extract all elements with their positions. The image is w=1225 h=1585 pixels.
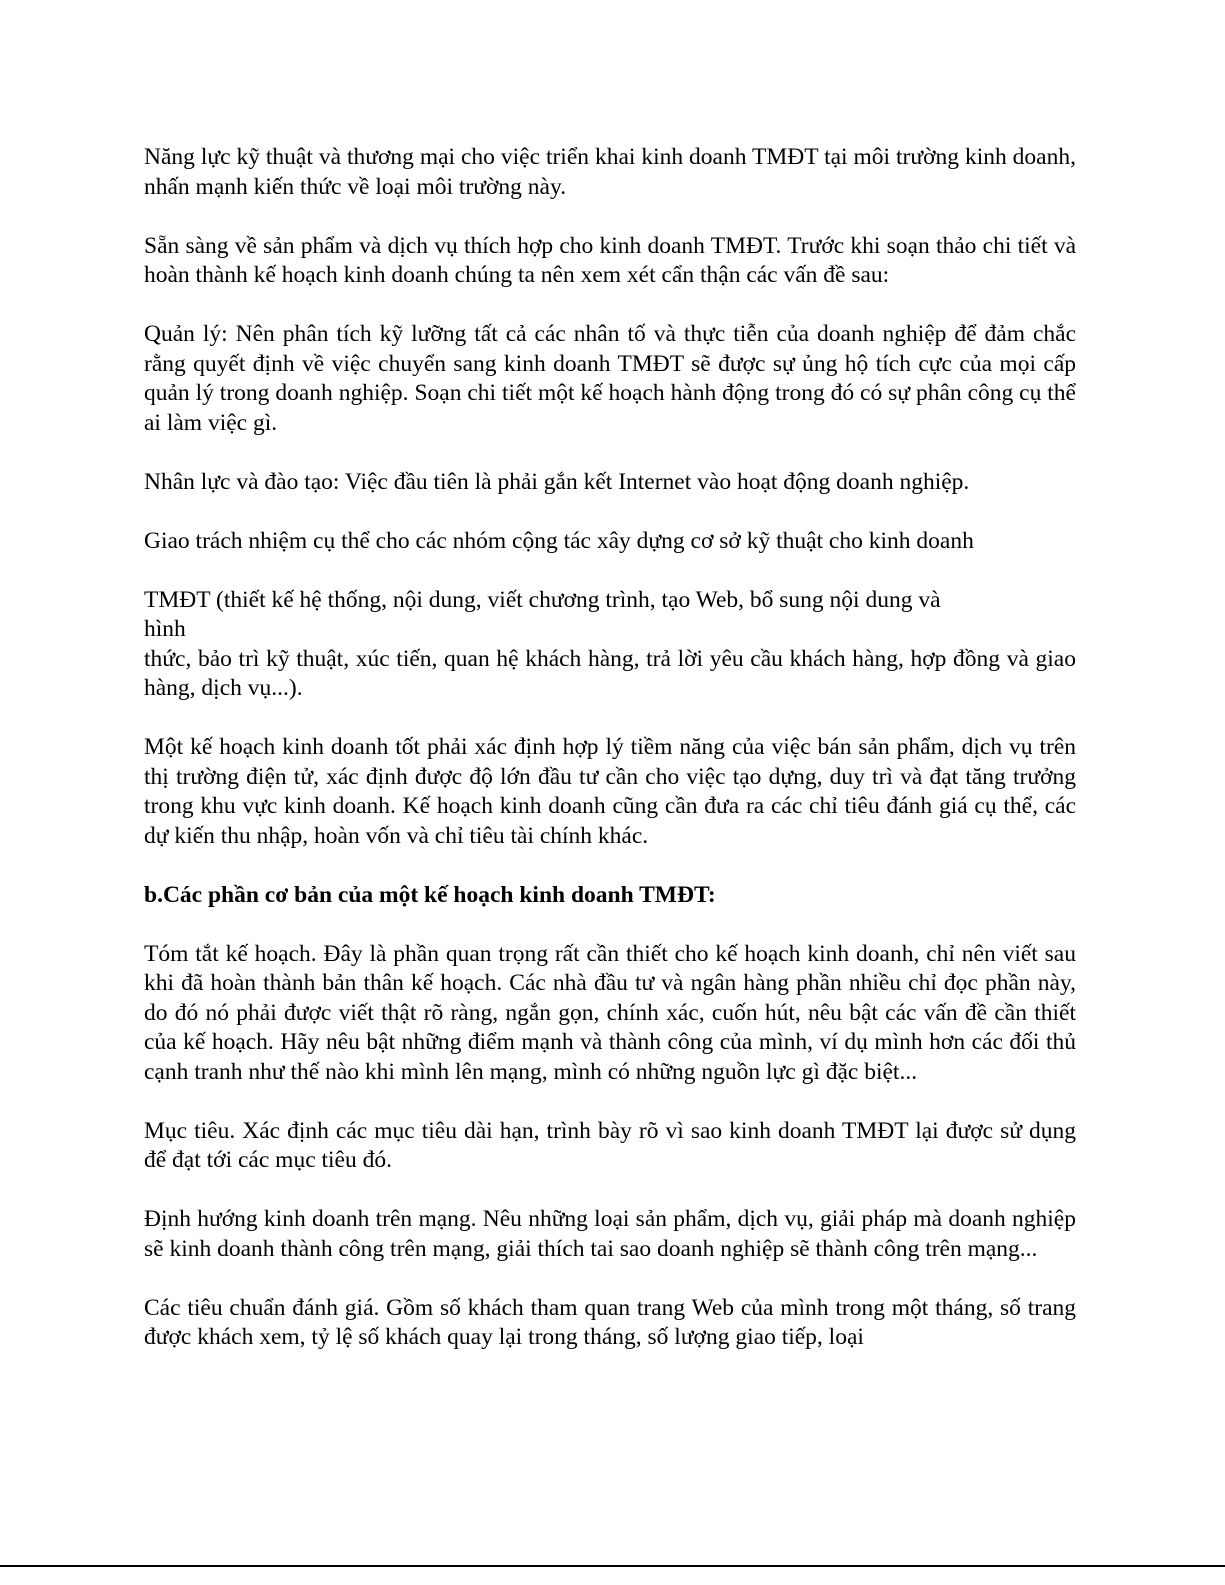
paragraph-assign-responsibility: Giao trách nhiệm cụ thể cho các nhóm cộng tác xây dựng cơ sở kỹ thuật cho kinh doanh: [144, 527, 974, 554]
paragraph-management: Quản lý: Nên phân tích kỹ lưỡng tất cả các nhân tố và thực tiễn của doanh nghiệp để đảm chắc rằng quyết định về việc chuyển sang kinh doanh TMĐT sẽ được sự ủng hộ tích cực của mọi cấp quản lý trong doanh nghiệp. Soạn chi tiết một kế hoạch hành động trong đó có sự phân công cụ thể ai làm việc gì.: [144, 321, 1076, 436]
paragraph-technical-capacity: Năng lực kỹ thuật và thương mại cho việc triển khai kinh doanh TMĐT tại môi trường kinh doanh, nhấn mạnh kiến thức về loại môi trường này.: [144, 144, 1076, 200]
paragraph-product-readiness: Sẵn sàng về sản phẩm và dịch vụ thích hợp cho kinh doanh TMĐT. Trước khi soạn thảo chi tiết và hoàn thành kế hoạch kinh doanh chúng ta nên xem xét cẩn thận các vấn đề sau:: [144, 232, 1076, 288]
paragraph-tmdt-line-3: thức, bảo trì kỹ thuật, xúc tiến, quan hệ khách hàng, trả lời yêu cầu khách hàng, hợp đồng và giao hàng, dịch vụ...).: [144, 645, 1076, 701]
paragraph-tmdt-line-1: TMĐT (thiết kế hệ thống, nội dung, viết chương trình, tạo Web, bổ sung nội dung và: [144, 586, 941, 613]
paragraph-tmdt-line-2: hình: [144, 616, 186, 642]
page-bottom-border: [0, 1565, 1225, 1567]
paragraph-evaluation-criteria: Các tiêu chuẩn đánh giá. Gồm số khách tham quan trang Web của mình trong một tháng, số trang được khách xem, tỷ lệ số khách quay lại trong tháng, số lượng giao tiếp, loại: [144, 1294, 1076, 1350]
paragraph-online-direction: Định hướng kinh doanh trên mạng. Nêu những loại sản phẩm, dịch vụ, giải pháp mà doanh nghiệp sẽ kinh doanh thành công trên mạng, giải thích tai sao doanh nghiệp sẽ thành công trên mạng...: [144, 1206, 1076, 1262]
document-page: [144, 143, 1076, 1353]
paragraph-human-resources: Nhân lực và đào tạo: Việc đầu tiên là phải gắn kết Internet vào hoạt động doanh nghiệp.: [144, 468, 970, 495]
paragraph-objectives: Mục tiêu. Xác định các mục tiêu dài hạn, trình bày rõ vì sao kinh doanh TMĐT lại được sử dụng để đạt tới các mục tiêu đó.: [144, 1117, 1076, 1173]
paragraph-business-plan: Một kế hoạch kinh doanh tốt phải xác định hợp lý tiềm năng của việc bán sản phẩm, dịch vụ trên thị trường điện tử, xác định được độ lớn đầu tư cần cho việc tạo dựng, duy trì và đạt tăng trưởng trong khu vực kinh doanh. Kế hoạch kinh doanh cũng cần đưa ra các chỉ tiêu đánh giá cụ thể, các dự kiến thu nhập, hoàn vốn và chỉ tiêu tài chính khác.: [144, 734, 1076, 849]
paragraph-plan-summary: Tóm tắt kế hoạch. Đây là phần quan trọng rất cần thiết cho kế hoạch kinh doanh, chỉ nên viết sau khi đã hoàn thành bản thân kế hoạch. Các nhà đầu tư và ngân hàng phần nhiều chỉ đọc phần này, do đó nó phải được viết thật rõ ràng, ngắn gọn, chính xác, cuốn hút, nêu bật các vấn đề cần thiết của kế hoạch. Hãy nêu bật những điểm mạnh và thành công của mình, ví dụ mình hơn các đối thủ cạnh tranh như thế nào khi mình lên mạng, mình có những nguồn lực gì đặc biệt...: [144, 940, 1076, 1085]
section-heading-b: b.Các phần cơ bản của một kế hoạch kinh doanh TMĐT:: [144, 881, 716, 908]
